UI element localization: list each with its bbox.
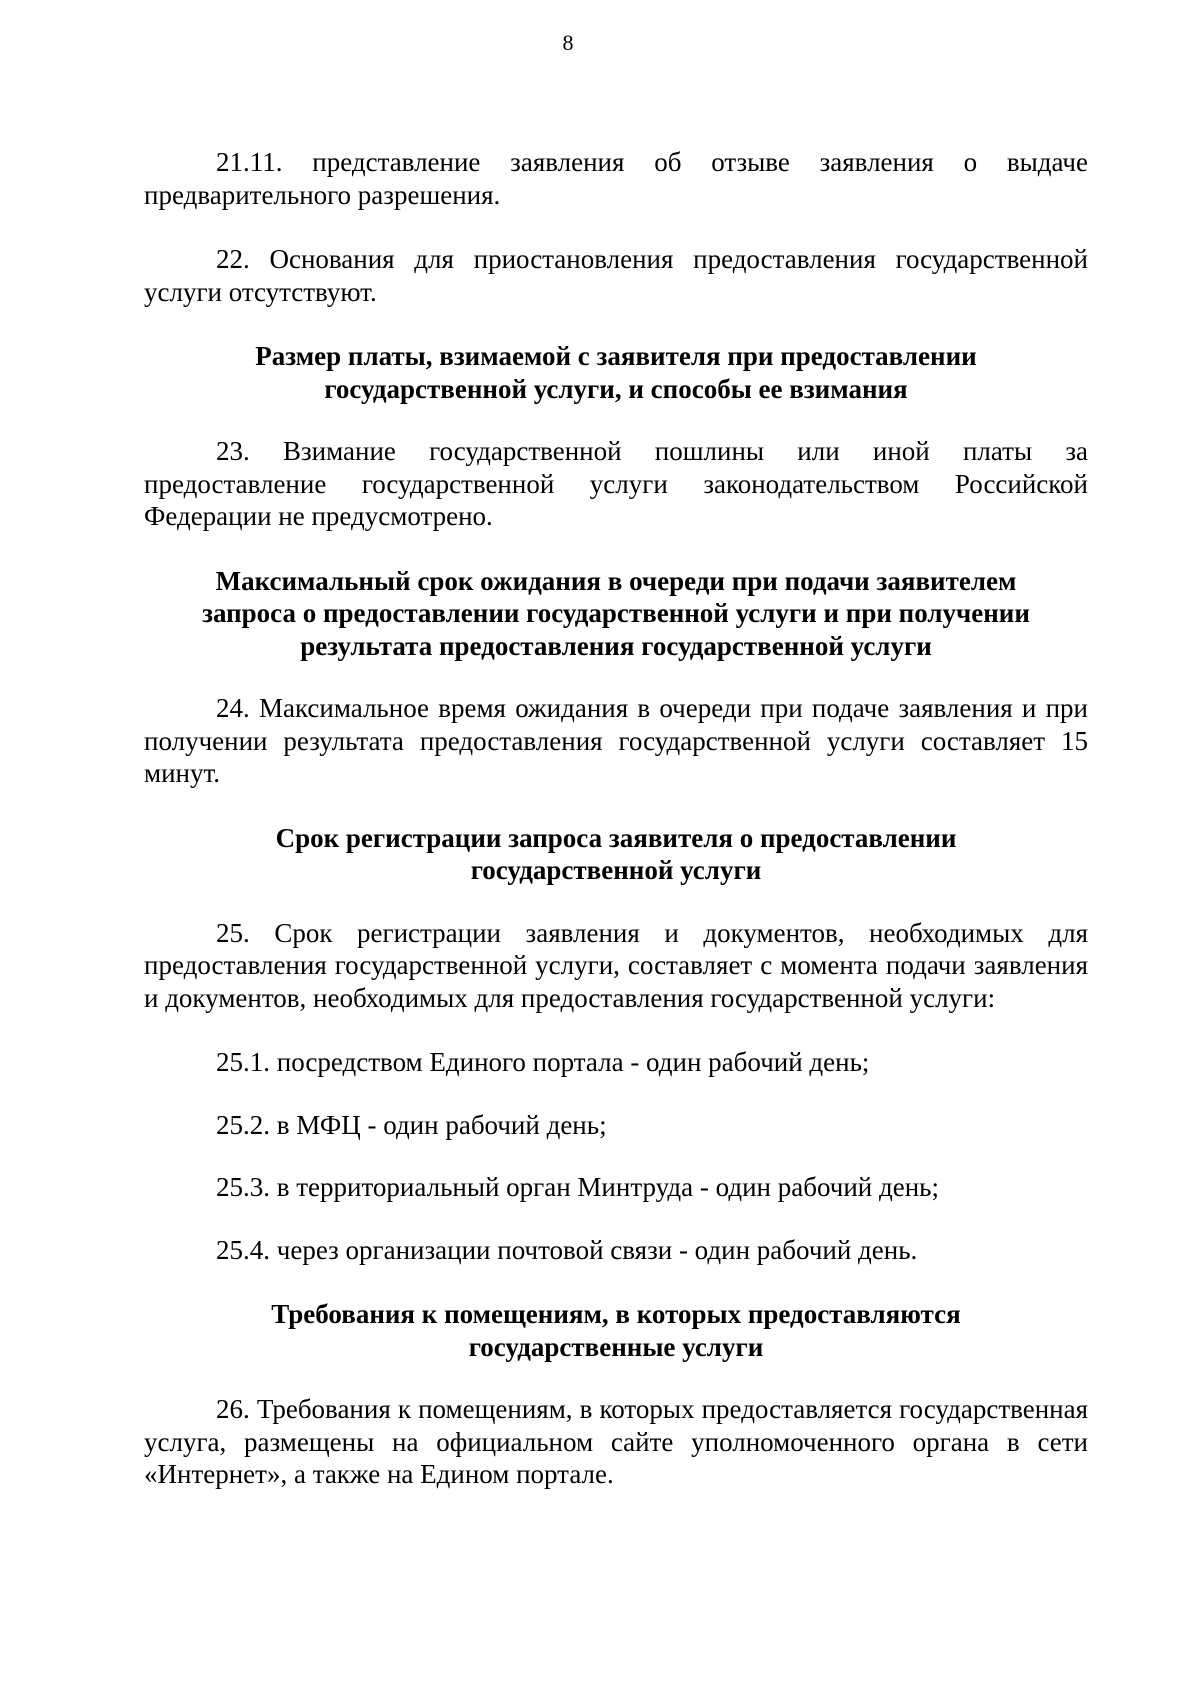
paragraph-25: 25. Срок регистрации заявления и документов, необходимых для предоставления государственной услуги, составляет с момента подачи заявления и документов, необходимых для предоставления государственной услуги:: [144, 917, 1088, 1013]
paragraph-25-4: 25.4. через организации почтовой связи - один рабочий день.: [216, 1234, 918, 1265]
heading-line: государственной услуги, и способы ее взимания: [324, 373, 908, 404]
paragraph-23: 23. Взимание государственной пошлины или иной платы за предоставление государственной услуги законодательством Российской Федерации не предусмотрено.: [144, 436, 1088, 531]
section-heading-fee: [144, 340, 1088, 405]
heading-line: Размер платы, взимаемой с заявителя при предоставлении: [255, 341, 977, 371]
heading-line: Срок регистрации запроса заявителя о предоставлении: [275, 822, 957, 853]
heading-line: Требования к помещениям, в которых предоставляются: [271, 1299, 961, 1329]
document-body: [144, 146, 1088, 1523]
section-heading-registration: [144, 822, 1088, 887]
section-heading-premises: [144, 1298, 1088, 1363]
paragraph-21-11: 21.11. представление заявления об отзыве заявления о выдаче предварительного разрешения.: [144, 147, 1088, 210]
heading-line: государственной услуги: [470, 855, 762, 885]
heading-line: государственные услуги: [468, 1331, 764, 1362]
heading-line: запроса о предоставлении государственной услуги и при получении: [202, 598, 1030, 628]
paragraph-22: 22. Основания для приостановления предоставления государственной услуги отсутствуют.: [144, 244, 1088, 307]
paragraph-25-3: 25.3. в территориальный орган Минтруда - один рабочий день;: [216, 1172, 939, 1202]
page-number: 8: [562, 30, 574, 55]
paragraph-26: 26. Требования к помещениям, в которых предоставляется государственная услуга, размещены на официальном сайте уполномоченного органа в сети «Интернет», а также на Едином портале.: [144, 1394, 1088, 1489]
heading-line: результата предоставления государственной услуги: [300, 630, 932, 661]
paragraph-25-2: 25.2. в МФЦ - один рабочий день;: [216, 1109, 607, 1140]
paragraph-24: 24. Максимальное время ожидания в очереди при подаче заявления и при получении результата предоставления государственной услуги составляет 15 минут.: [144, 693, 1088, 788]
paragraph-25-1: 25.1. посредством Единого портала - один рабочий день;: [216, 1047, 870, 1077]
section-heading-waiting-time: [144, 565, 1088, 663]
heading-line: Максимальный срок ожидания в очереди при подачи заявителем: [215, 565, 1017, 596]
